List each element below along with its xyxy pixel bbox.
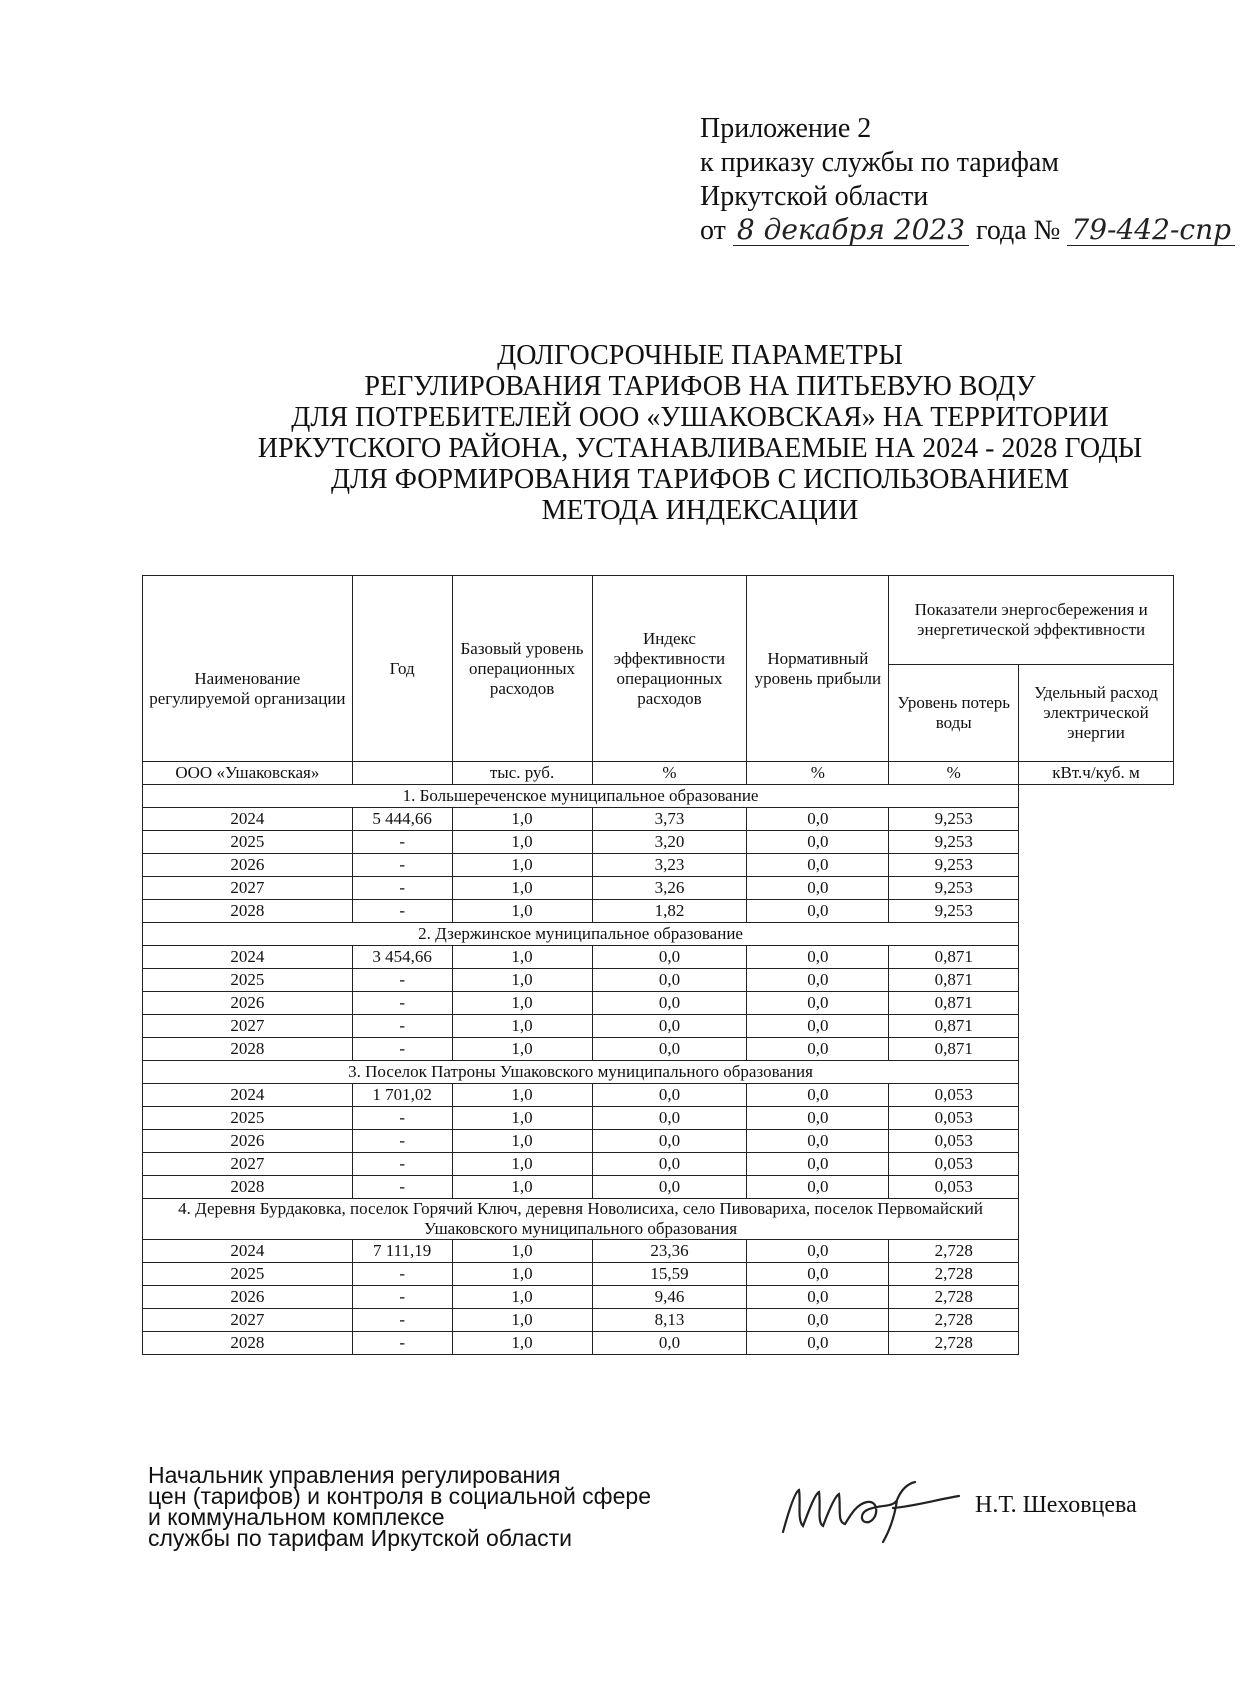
handwritten-order-number: 79-442-спр [1067, 215, 1235, 246]
cell-profit: 0,0 [592, 1038, 747, 1061]
cell-losses: 0,0 [747, 808, 889, 831]
unit-base: тыс. руб. [452, 762, 592, 785]
cell-specific: 9,253 [889, 854, 1019, 877]
table-row [143, 1153, 1174, 1176]
cell-profit: 3,73 [592, 808, 747, 831]
cell-profit: 15,59 [592, 1263, 747, 1286]
cell-losses: 0,0 [747, 1153, 889, 1176]
section-row [143, 1199, 1174, 1240]
unit-profit: % [747, 762, 889, 785]
cell-specific: 0,871 [889, 992, 1019, 1015]
cell-index: 1,0 [452, 1153, 592, 1176]
cell-index: 1,0 [452, 969, 592, 992]
cell-specific: 2,728 [889, 1309, 1019, 1332]
header-energy-group: Показатели энергосбережения и энергетической эффективности [889, 576, 1174, 665]
cell-specific: 2,728 [889, 1240, 1019, 1263]
section-title: 2. Дзержинское муниципальное образование [143, 923, 1019, 946]
section-row [143, 923, 1174, 946]
cell-base: 3 454,66 [352, 946, 452, 969]
cell-index: 1,0 [452, 808, 592, 831]
cell-profit: 0,0 [592, 1015, 747, 1038]
cell-index: 1,0 [452, 831, 592, 854]
header-year: Год [352, 576, 452, 762]
signer-name: Н.Т. Шеховцева [975, 1492, 1137, 1518]
cell-profit: 0,0 [592, 992, 747, 1015]
table-row [143, 1038, 1174, 1061]
section-title: 4. Деревня Бурдаковка, поселок Горячий Ключ, деревня Новолисиха, село Пивовариха, поселок Первомайский Ушаковского муниципального образования [143, 1199, 1019, 1240]
cell-losses: 0,0 [747, 1084, 889, 1107]
cell-year: 2024 [143, 808, 353, 831]
cell-index: 1,0 [452, 1176, 592, 1199]
cell-base: 7 111,19 [352, 1240, 452, 1263]
cell-index: 1,0 [452, 877, 592, 900]
header-specific: Удельный расход электрической энергии [1019, 665, 1174, 762]
cell-specific: 0,871 [889, 1038, 1019, 1061]
cell-profit: 0,0 [592, 1153, 747, 1176]
section-row [143, 1061, 1174, 1084]
cell-index: 1,0 [452, 854, 592, 877]
cell-losses: 0,0 [747, 1332, 889, 1355]
title-line: МЕТОДА ИНДЕКСАЦИИ [541, 495, 859, 526]
appendix-date-line [700, 214, 1235, 248]
cell-year: 2025 [143, 831, 353, 854]
cell-specific: 9,253 [889, 900, 1019, 923]
cell-index: 1,0 [452, 1015, 592, 1038]
cell-losses: 0,0 [747, 1107, 889, 1130]
handwritten-signature [775, 1470, 965, 1550]
appendix-prefix: от [700, 215, 726, 246]
table-row [143, 1309, 1174, 1332]
cell-profit: 0,0 [592, 1084, 747, 1107]
cell-profit: 3,23 [592, 854, 747, 877]
document-title [150, 340, 1250, 526]
cell-specific: 2,728 [889, 1332, 1019, 1355]
cell-losses: 0,0 [747, 1176, 889, 1199]
signer-position-line: Начальник управления регулирования [148, 1462, 561, 1488]
cell-losses: 0,0 [747, 831, 889, 854]
cell-profit: 8,13 [592, 1309, 747, 1332]
table-row [143, 877, 1174, 900]
cell-profit: 3,20 [592, 831, 747, 854]
cell-index: 1,0 [452, 1084, 592, 1107]
table-row [143, 992, 1174, 1015]
header-losses: Уровень потерь воды [889, 665, 1019, 762]
cell-profit: 0,0 [592, 969, 747, 992]
appendix-line: к приказу службы по тарифам [700, 147, 1059, 178]
cell-losses: 0,0 [747, 1263, 889, 1286]
cell-profit: 0,0 [592, 946, 747, 969]
cell-year: 2024 [143, 1084, 353, 1107]
cell-specific: 2,728 [889, 1263, 1019, 1286]
title-line: ДЛЯ ФОРМИРОВАНИЯ ТАРИФОВ С ИСПОЛЬЗОВАНИЕМ [330, 464, 1070, 495]
table-row [143, 1263, 1174, 1286]
cell-specific: 9,253 [889, 877, 1019, 900]
signer-position-line: цен (тарифов) и контроля в социальной сфере [148, 1483, 651, 1509]
cell-losses: 0,0 [747, 1038, 889, 1061]
cell-year: 2027 [143, 1015, 353, 1038]
tariff-parameters-table [142, 575, 1174, 1355]
cell-losses: 0,0 [747, 877, 889, 900]
cell-losses: 0,0 [747, 946, 889, 969]
cell-specific: 9,253 [889, 831, 1019, 854]
cell-base: - [352, 877, 452, 900]
cell-losses: 0,0 [747, 969, 889, 992]
table-row [143, 831, 1174, 854]
cell-year: 2028 [143, 1332, 353, 1355]
cell-year: 2025 [143, 1263, 353, 1286]
cell-profit: 9,46 [592, 1286, 747, 1309]
table-row [143, 808, 1174, 831]
signer-position-line: и коммунальном комплексе [148, 1504, 445, 1530]
header-org: Наименование регулируемой организации [143, 576, 353, 762]
signer-position-line: службы по тарифам Иркутской области [148, 1525, 572, 1551]
cell-specific: 0,053 [889, 1107, 1019, 1130]
cell-base: - [352, 1176, 452, 1199]
cell-losses: 0,0 [747, 1015, 889, 1038]
cell-profit: 0,0 [592, 1332, 747, 1355]
cell-specific: 0,053 [889, 1084, 1019, 1107]
table-row [143, 1176, 1174, 1199]
cell-index: 1,0 [452, 1107, 592, 1130]
unit-specific: кВт.ч/куб. м [1019, 762, 1174, 785]
cell-base: - [352, 1015, 452, 1038]
table-row [143, 1332, 1174, 1355]
cell-year: 2026 [143, 992, 353, 1015]
cell-base: - [352, 969, 452, 992]
cell-year: 2028 [143, 1176, 353, 1199]
cell-specific: 0,053 [889, 1176, 1019, 1199]
cell-year: 2026 [143, 1130, 353, 1153]
cell-profit: 23,36 [592, 1240, 747, 1263]
title-line: ДЛЯ ПОТРЕБИТЕЛЕЙ ООО «УШАКОВСКАЯ» НА ТЕРРИТОРИИ [291, 402, 1109, 433]
cell-losses: 0,0 [747, 992, 889, 1015]
cell-index: 1,0 [452, 900, 592, 923]
cell-losses: 0,0 [747, 1286, 889, 1309]
cell-base: - [352, 992, 452, 1015]
title-line: РЕГУЛИРОВАНИЯ ТАРИФОВ НА ПИТЬЕВУЮ ВОДУ [364, 371, 1036, 402]
table-row [143, 946, 1174, 969]
cell-index: 1,0 [452, 1332, 592, 1355]
appendix-line: Приложение 2 [700, 113, 872, 144]
header-profit: Нормативный уровень прибыли [747, 576, 889, 762]
appendix-line: Иркутской области [700, 181, 929, 212]
cell-profit: 0,0 [592, 1130, 747, 1153]
cell-losses: 0,0 [747, 854, 889, 877]
signature-block [148, 1462, 651, 1551]
unit-losses: % [889, 762, 1019, 785]
cell-index: 1,0 [452, 1286, 592, 1309]
cell-year: 2027 [143, 877, 353, 900]
cell-losses: 0,0 [747, 1130, 889, 1153]
table-row [143, 1130, 1174, 1153]
table-row [143, 1015, 1174, 1038]
cell-specific: 0,871 [889, 1015, 1019, 1038]
table-row [143, 969, 1174, 992]
cell-year: 2028 [143, 900, 353, 923]
cell-profit: 0,0 [592, 1107, 747, 1130]
cell-base: - [352, 1038, 452, 1061]
cell-profit: 0,0 [592, 1176, 747, 1199]
table-row [143, 1240, 1174, 1263]
cell-year: 2027 [143, 1153, 353, 1176]
org-name-cell: ООО «Ушаковская» [143, 762, 353, 785]
cell-base: - [352, 900, 452, 923]
table-body [143, 785, 1174, 1355]
cell-base: - [352, 1263, 452, 1286]
section-title: 1. Большереченское муниципальное образование [143, 785, 1019, 808]
handwritten-date: 8 декабря 2023 [733, 215, 969, 246]
cell-year: 2025 [143, 1107, 353, 1130]
cell-index: 1,0 [452, 946, 592, 969]
table-row [143, 900, 1174, 923]
cell-index: 1,0 [452, 1038, 592, 1061]
cell-year: 2028 [143, 1038, 353, 1061]
cell-index: 1,0 [452, 1240, 592, 1263]
cell-specific: 0,053 [889, 1153, 1019, 1176]
section-row [143, 785, 1174, 808]
appendix-year-label: года № [976, 215, 1061, 246]
cell-base: - [352, 1309, 452, 1332]
cell-base: - [352, 1107, 452, 1130]
cell-specific: 0,871 [889, 946, 1019, 969]
cell-year: 2024 [143, 1240, 353, 1263]
cell-index: 1,0 [452, 1130, 592, 1153]
cell-base: - [352, 1153, 452, 1176]
cell-index: 1,0 [452, 1263, 592, 1286]
cell-specific: 0,053 [889, 1130, 1019, 1153]
cell-losses: 0,0 [747, 1309, 889, 1332]
table-row [143, 1107, 1174, 1130]
cell-base: 5 444,66 [352, 808, 452, 831]
cell-base: 1 701,02 [352, 1084, 452, 1107]
header-index: Индекс эффективности операционных расходов [592, 576, 747, 762]
cell-profit: 3,26 [592, 877, 747, 900]
cell-index: 1,0 [452, 992, 592, 1015]
cell-base: - [352, 854, 452, 877]
cell-year: 2024 [143, 946, 353, 969]
cell-index: 1,0 [452, 1309, 592, 1332]
unit-year-empty [352, 762, 452, 785]
cell-base: - [352, 1286, 452, 1309]
title-line: ИРКУТСКОГО РАЙОНА, УСТАНАВЛИВАЕМЫЕ НА 2024 - 2028 ГОДЫ [257, 433, 1143, 464]
appendix-block [700, 112, 1235, 248]
cell-base: - [352, 1332, 452, 1355]
cell-losses: 0,0 [747, 900, 889, 923]
cell-specific: 9,253 [889, 808, 1019, 831]
cell-losses: 0,0 [747, 1240, 889, 1263]
cell-base: - [352, 1130, 452, 1153]
cell-specific: 2,728 [889, 1286, 1019, 1309]
table-row [143, 1084, 1174, 1107]
unit-index: % [592, 762, 747, 785]
cell-specific: 0,871 [889, 969, 1019, 992]
header-base: Базовый уровень операционных расходов [452, 576, 592, 762]
cell-base: - [352, 831, 452, 854]
cell-year: 2027 [143, 1309, 353, 1332]
cell-year: 2025 [143, 969, 353, 992]
cell-profit: 1,82 [592, 900, 747, 923]
table-row [143, 854, 1174, 877]
section-title: 3. Поселок Патроны Ушаковского муниципального образования [143, 1061, 1019, 1084]
table-row [143, 1286, 1174, 1309]
title-line: ДОЛГОСРОЧНЫЕ ПАРАМЕТРЫ [497, 340, 903, 371]
cell-year: 2026 [143, 1286, 353, 1309]
cell-year: 2026 [143, 854, 353, 877]
